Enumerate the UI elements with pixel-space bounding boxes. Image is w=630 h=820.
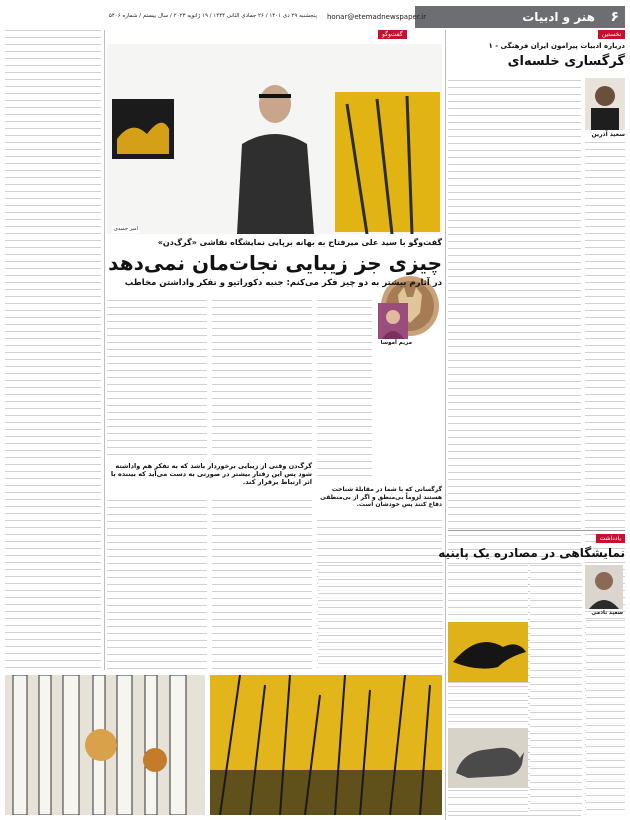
column-text — [107, 500, 207, 670]
column-text — [448, 790, 528, 815]
birch-painting — [5, 675, 205, 815]
column-text — [212, 300, 312, 460]
photo-credit: امیر حمیدی — [114, 226, 138, 232]
center-headline: چیزی جز زیبایی نجات‌مان نمی‌دهد — [108, 251, 442, 275]
kicker: درباره ادبیات پیرامون ایران فرهنگی - ۱ — [488, 42, 625, 50]
column-text — [586, 620, 625, 815]
center-subhead: در آثارم بیشتر به دو چیز فکر می‌کنم: جنبه دکوراتیو و تفکر واداشتن مخاطب — [124, 278, 442, 288]
column-text — [5, 30, 101, 670]
photo-label: گفت‌وگو — [378, 30, 407, 39]
page-number: ۶ — [610, 9, 619, 25]
column-text — [212, 500, 312, 670]
interviewer-name: مریم آموسا — [380, 340, 412, 346]
column-text — [318, 565, 443, 670]
headline: گرگساری خلسه‌ای — [507, 54, 625, 69]
main-photo — [107, 44, 442, 234]
divider — [448, 530, 625, 531]
column-text — [107, 300, 207, 460]
author-portrait — [585, 565, 623, 609]
website: honar@etemadnewspaper.ir — [327, 13, 427, 21]
center-kicker: گفت‌وگو با سید علی میرفتاح به بهانه برپایی نمایشگاه نقاشی «گرگ‌دن» — [157, 238, 442, 247]
section-title: هنر و ادبیات — [522, 10, 595, 24]
column-text — [317, 300, 372, 482]
pull-quote: گرگ‌دن وقتی از زیبایی برخوردار باشد که به تفکر هم واداشته شود پس این رفتار بیشتر در صورتی به دست می‌آید که بیننده با اثر ارتباط برقرار کند. — [110, 462, 312, 486]
rhino-painting — [448, 728, 528, 788]
crow-painting — [448, 622, 528, 682]
dateline: پنجشنبه ۲۹ دی ۱۴۰۱ / ۲۶ جمادی الثانی ۱۴۴۴ / ۱۹ ژانویه ۲۰۲۳ / سال بیستم / شماره ۵۴۰۶ — [108, 13, 317, 19]
divider — [445, 30, 446, 820]
author-portrait — [585, 78, 625, 130]
column-text — [448, 565, 528, 620]
column-text — [448, 686, 528, 726]
divider — [104, 30, 105, 670]
tag-label: نخستین — [598, 30, 625, 39]
header-bar — [5, 6, 625, 28]
column-text — [530, 565, 582, 815]
author-name: سعید نادمی — [591, 610, 623, 616]
interviewer-avatar — [378, 303, 408, 339]
bottom-headline: نمایشگاهی در مصادره یک پاینیه — [438, 546, 625, 560]
tag-label: یادداشت — [596, 534, 625, 543]
author-name: سعید آذرین — [591, 131, 625, 138]
forest-painting — [210, 675, 442, 815]
caption-quote: گرگسانی که با شما در مقابلهٔ شناخت هستند لزوماً بی‌منطق و اگر از بی‌منطقی دفاع کنند پس خودشان است. — [320, 486, 442, 508]
